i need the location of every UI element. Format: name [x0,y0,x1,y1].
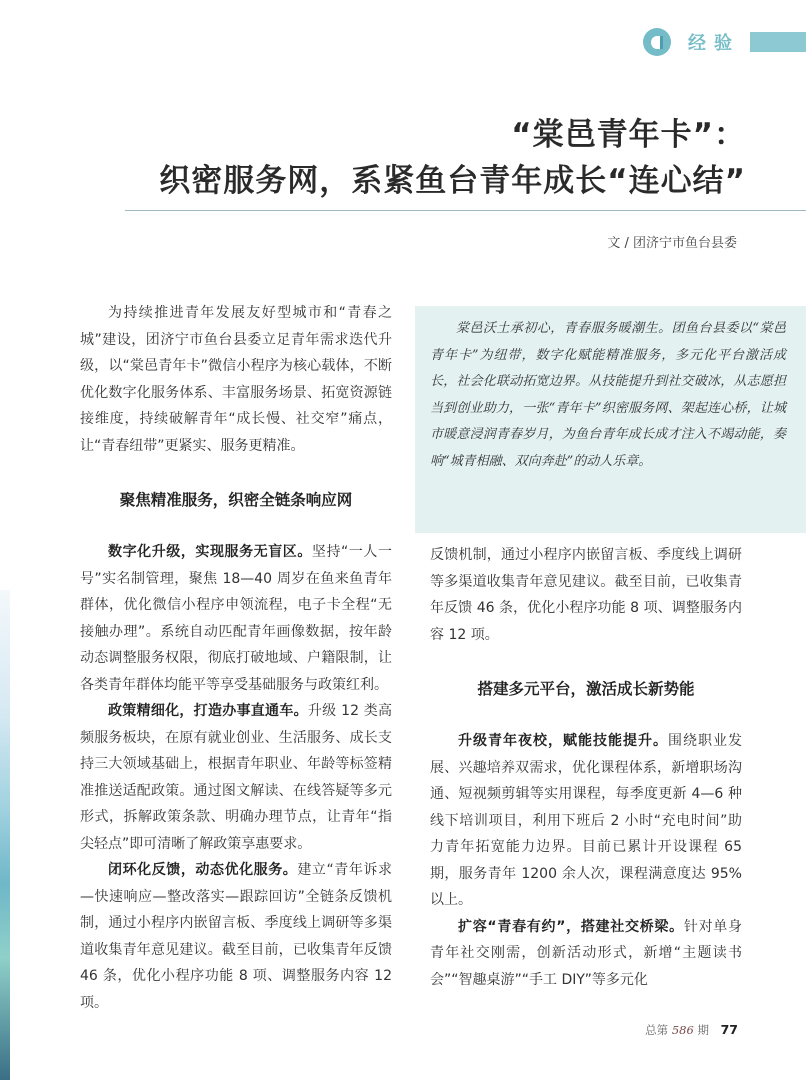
footer-suffix: 期 [697,1023,709,1037]
section1-paragraph-3 [80,857,392,1011]
section2-paragraph-2 [430,914,742,994]
section1-p3-text: 建立“青年诉求—快速响应—整改落实—跟踪回访”全链条反馈机制，通过小程序内嵌留言板、季度线上调研等多渠道收集青年意见建议。截至目前，已收集青年反馈 46 条，优化小程序功能 8 项、调整服务内容 12 项。 [80,862,392,1011]
title-line-1: “棠邑青年卡”： [511,117,746,153]
section1-p3-lead: 闭环化反馈，动态优化服务。 [108,862,298,878]
summary-quote-box [415,306,806,533]
section-label: 经验 [688,33,740,54]
page-footer [645,1022,738,1038]
section-tag [643,28,806,56]
section2-p1-text: 围绕职业发展、兴趣培养双需求，优化课程体系，新增职场沟通、短视频剪辑等实用课程，每季度更新 4—6 种线下培训项目，利用下班后 2 小时“充电时间”助力青年拓宽能力边界。目前已累计开设课程 65 期，服务青年 1200 余人次，课程满意度达 95% 以上。 [430,733,742,908]
article-title [159,112,746,204]
section1-p1-text: 坚持“一人一号”实名制管理，聚焦 18—40 周岁在鱼来鱼青年群体，优化微信小程序申领流程，电子卡全程“无接触办理”。系统自动匹配青年画像数据，按年龄动态调整服务权限，彻底打破地域、户籍限制，让各类青年群体均能平等享受基础服务与政策红利。 [80,544,392,693]
decorative-side-strip [0,590,10,1080]
title-divider [125,210,806,211]
left-column [80,300,392,1011]
section2-paragraph-1 [430,728,742,914]
footer-prefix: 总第 [645,1023,669,1037]
section2-p2-text: 针对单身青年社交刚需，创新活动形式，新增“主题读书会”“智趣桌游”“手工 DIY”等多元化 [430,918,743,988]
right-column [430,542,742,993]
page-number: 77 [720,1022,738,1037]
summary-quote-text: 棠邑沃土承初心，青春服务暖潮生。团鱼台县委以“棠邑青年卡”为纽带，数字化赋能精准服务，多元化平台激活成长，社会化联动拓宽边界。从技能提升到社交破冰，从志愿担当到创业助力，一张“青年卡”织密服务网、架起连心桥，让城市暖意浸润青春岁月，为鱼台青年成长成才注入不竭动能，奏响“城青相融、双向奔赴”的动人乐章。 [430,321,786,469]
section2-p1-lead: 升级青年夜校，赋能技能提升。 [458,733,668,749]
footer-issue-number: 586 [671,1023,694,1037]
section2-p2-lead: 扩容“青春有约”，搭建社交桥梁。 [458,918,684,935]
title-line-2: 织密服务网，系紧鱼台青年成长“连心结” [159,163,746,199]
section1-p2-text: 升级 12 类高频服务板块，在原有就业创业、生活服务、成长支持三大领域基础上，根据青年职业、年龄等标签精准推送适配政策。通过图文解读、在线答疑等多元形式，拆解政策条款、明确办理节点，让青年“指尖轻点”即可清晰了解政策享惠要求。 [80,703,392,852]
section1-paragraph-1 [80,539,392,698]
section1-p3-continued-text: 反馈机制，通过小程序内嵌留言板、季度线上调研等多渠道收集青年意见建议。截至目前，已收集青年反馈 46 条，优化小程序功能 8 项、调整服务内容 12 项。 [430,547,742,643]
intro-paragraph: 为持续推进青年发展友好型城市和“青春之城”建设，团济宁市鱼台县委立足青年需求迭代升级，以“棠邑青年卡”微信小程序为核心载体，不断优化数字化服务体系、丰富服务场景、拓宽资源链接维度，持续破解青年“成长慢、社交窄”痛点，让“青春纽带”更紧实、服务更精准。 [80,305,392,454]
section1-p1-lead: 数字化升级，实现服务无盲区。 [108,544,312,560]
section1-p2-lead: 政策精细化，打造办事直通车。 [108,703,308,719]
section-bar [750,32,806,52]
section2-heading: 搭建多元平台，激活成长新势能 [477,680,695,698]
byline: 文 / 团济宁市鱼台县委 [607,236,737,251]
section1-paragraph-2 [80,698,392,857]
section1-paragraph-3-continued [430,542,742,648]
section1-heading: 聚焦精准服务，织密全链条响应网 [119,491,353,509]
section-circle-icon [643,28,671,56]
